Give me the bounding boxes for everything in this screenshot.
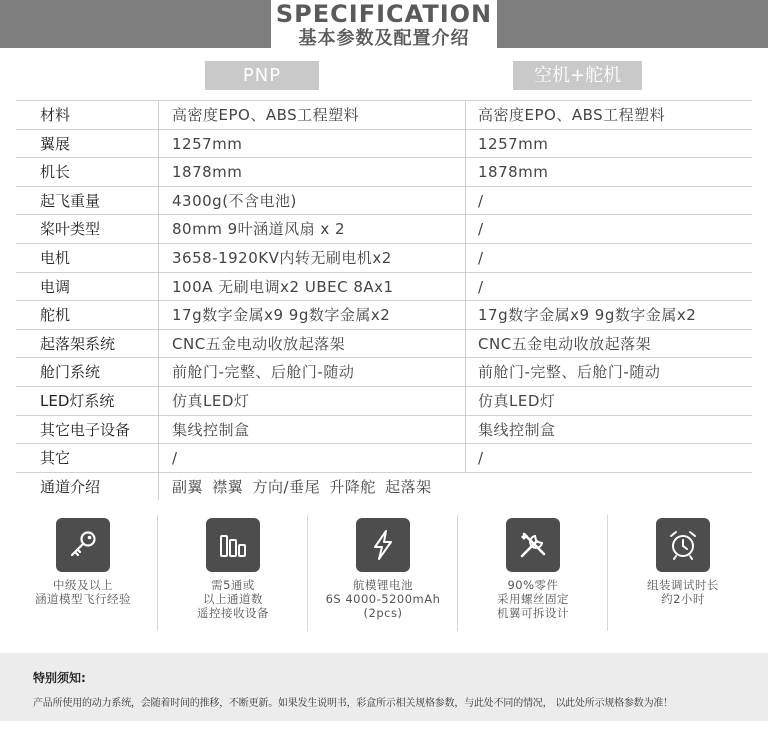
kit-value: / [478, 220, 484, 239]
kit-value: / [478, 277, 484, 296]
pnp-value: 80mm 9叶涵道风扇 x 2 [172, 220, 346, 239]
table-row [16, 329, 752, 358]
table-row [16, 472, 752, 501]
kit-value: CNC五金电动收放起落架 [478, 334, 652, 353]
row-label: 材料 [40, 106, 71, 124]
channels-value: 副翼 襟翼 方向/垂尾 升降舵 起落架 [172, 477, 432, 496]
row-label: 其它 [40, 449, 71, 468]
row-label: 电调 [40, 277, 71, 296]
pnp-value: 17g数字金属x9 9g数字金属x2 [172, 306, 391, 325]
pnp-value: 高密度EPO、ABS工程塑料 [172, 106, 360, 124]
feature-channels [158, 513, 308, 631]
notice-title: 特别须知: [33, 671, 86, 685]
pnp-value: 1878mm [172, 163, 243, 182]
feature-line: 90%零件 [507, 578, 559, 592]
kit-value: 高密度EPO、ABS工程塑料 [478, 106, 666, 124]
title-block [271, 0, 497, 52]
column-header-pnp: PNP [205, 61, 319, 90]
pnp-value: / [172, 449, 178, 468]
table-row [16, 243, 752, 272]
kit-value: / [478, 191, 484, 210]
table-row [16, 129, 752, 158]
feature-experience [8, 513, 158, 631]
kit-value: 仿真LED灯 [478, 391, 556, 410]
alarm-clock-icon [656, 518, 710, 572]
row-label: 舵机 [40, 306, 71, 325]
kit-value: / [478, 248, 484, 267]
pnp-value: 集线控制盒 [172, 420, 250, 439]
row-label: 通道介绍 [40, 477, 101, 496]
feature-line: 机翼可拆设计 [497, 606, 569, 620]
table-row [16, 386, 752, 415]
feature-line: 采用螺丝固定 [497, 592, 569, 606]
spec-table [16, 100, 752, 500]
kit-value: 前舱门-完整、后舱门-随动 [478, 363, 661, 382]
row-label: 桨叶类型 [40, 220, 101, 239]
feature-line: 中级及以上 [53, 578, 113, 592]
kit-value: 1878mm [478, 163, 549, 182]
row-label: 机长 [40, 163, 71, 182]
feature-line: 需5通或 [211, 578, 255, 592]
row-label: 舱门系统 [40, 363, 101, 382]
feature-battery [308, 513, 458, 631]
feature-line: 涵道模型飞行经验 [35, 592, 131, 606]
lightning-icon [356, 518, 410, 572]
row-label: 起落架系统 [40, 334, 116, 353]
pnp-value: CNC五金电动收放起落架 [172, 334, 346, 353]
notice-panel [0, 653, 768, 721]
tools-icon [506, 518, 560, 572]
row-label: 电机 [40, 248, 71, 267]
feature-line: 组装调试时长 [647, 578, 719, 592]
feature-line: (2pcs) [363, 606, 403, 620]
table-row [16, 272, 752, 301]
pnp-value: 1257mm [172, 134, 243, 153]
row-label: LED灯系统 [40, 391, 115, 410]
table-row [16, 214, 752, 243]
feature-line: 遥控接收设备 [197, 606, 269, 620]
page-title: SPECIFICATION [275, 0, 493, 28]
kit-value: 1257mm [478, 134, 549, 153]
features-strip [8, 513, 760, 631]
pnp-value: 3658-1920KV内转无刷电机x2 [172, 248, 392, 267]
feature-time [608, 513, 758, 631]
pnp-value: 仿真LED灯 [172, 391, 250, 410]
table-row [16, 300, 752, 329]
page-subtitle: 基本参数及配置介绍 [298, 28, 470, 49]
feature-line: 6S 4000-5200mAh [325, 592, 441, 606]
table-row [16, 443, 752, 472]
pnp-value: 前舱门-完整、后舱门-随动 [172, 363, 355, 382]
kit-value: 17g数字金属x9 9g数字金属x2 [478, 306, 697, 325]
key-icon [56, 518, 110, 572]
table-row [16, 415, 752, 444]
channels-icon [206, 518, 260, 572]
table-row [16, 100, 752, 129]
row-label: 其它电子设备 [40, 420, 131, 439]
kit-value: 集线控制盒 [478, 420, 556, 439]
feature-assembly [458, 513, 608, 631]
notice-text: 产品所使用的动力系统，会随着时间的推移，不断更新。如果发生说明书，彩盒所示相关规格参数，与此处不同的情况， 以此处所示规格参数为准！ [33, 698, 673, 709]
table-row [16, 157, 752, 186]
table-row [16, 186, 752, 215]
pnp-value: 100A 无刷电调x2 UBEC 8Ax1 [172, 277, 394, 296]
row-label: 翼展 [40, 134, 71, 153]
column-header-kit: 空机+舵机 [513, 61, 642, 90]
feature-line: 以上通道数 [203, 592, 263, 606]
table-row [16, 357, 752, 386]
feature-line: 约2小时 [661, 592, 705, 606]
pnp-value: 4300g(不含电池) [172, 191, 297, 210]
row-label: 起飞重量 [40, 191, 101, 210]
kit-value: / [478, 449, 484, 468]
feature-line: 航模锂电池 [353, 578, 413, 592]
